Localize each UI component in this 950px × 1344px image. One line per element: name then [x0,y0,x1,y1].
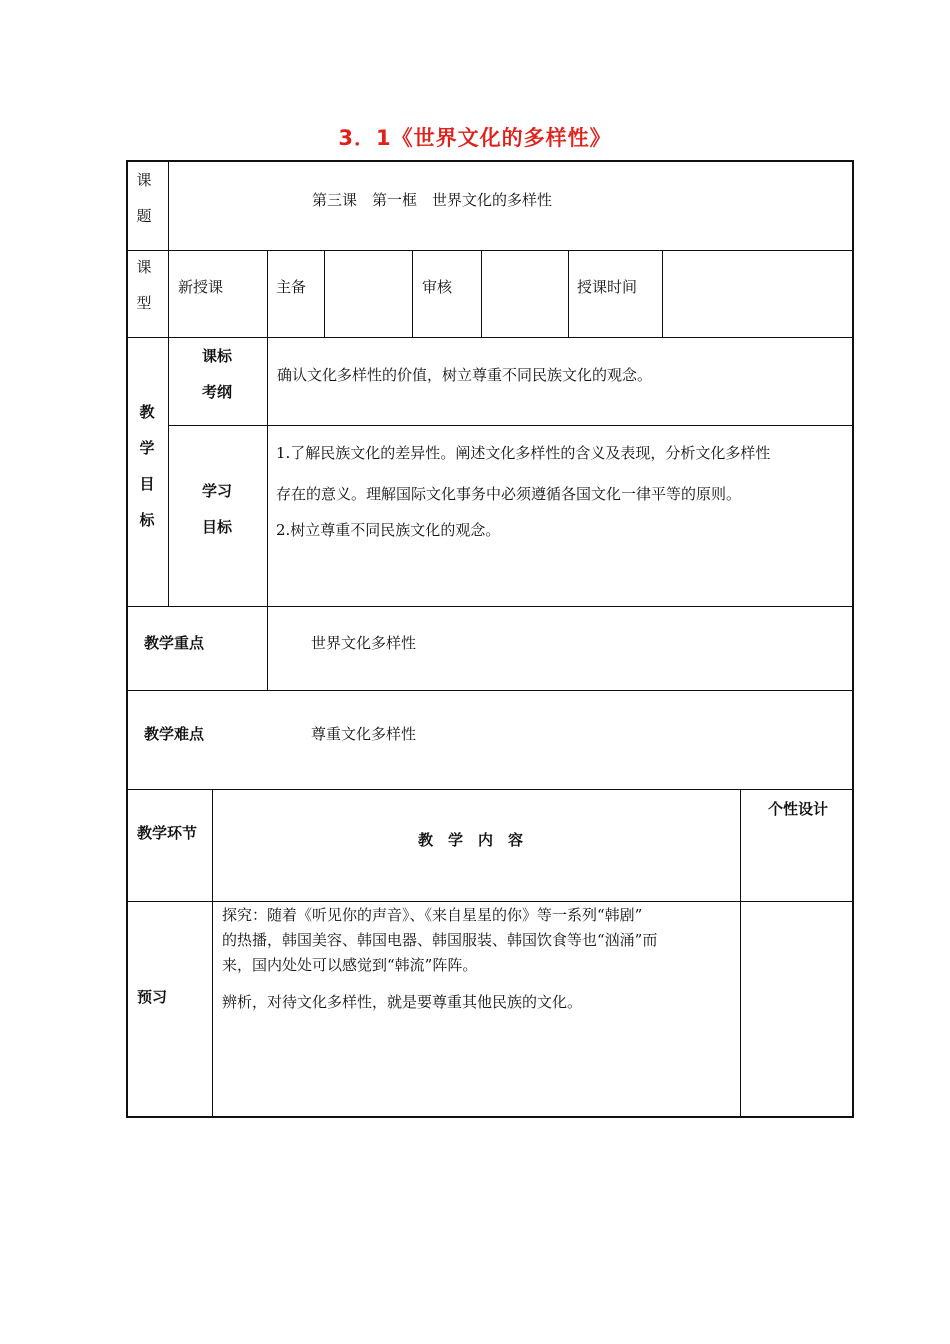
label-char: 学 [139,439,155,457]
label-char: 目 [139,475,155,493]
col-divider [267,250,268,337]
row-divider [126,690,854,691]
col-divider [568,250,569,337]
col-divider [267,337,268,690]
table-border-top [126,160,854,162]
learning-goal-line: 2.树立尊重不同民族文化的观念。 [276,521,501,539]
topic-value: 第三课 第一框 世界文化的多样性 [312,191,553,209]
row-divider [126,789,854,790]
goals-label [137,394,157,538]
row-divider [126,901,854,902]
standard-text: 确认文化多样性的价值，树立尊重不同民族文化的观念。 [277,366,653,384]
standard-label-line: 课标 [202,347,233,365]
document-title: 3．1《世界文化的多样性》 [338,126,612,150]
prep-label: 主备 [276,278,307,296]
learning-label-line: 学习 [202,482,233,500]
standard-label-line: 考纲 [202,383,233,401]
table-border-bottom [126,1116,854,1118]
label-char: 题 [136,207,152,225]
preview-line: 探究：随着《听见你的声音》、《来自星星的你》等一系列“韩剧” [222,906,643,924]
label-char: 课 [136,258,152,276]
key-point-value: 世界文化多样性 [311,634,417,652]
row-divider [168,425,854,426]
difficulty-value: 尊重文化多样性 [311,725,417,743]
label-char: 型 [136,294,152,312]
type-label [134,249,154,321]
col-divider [481,250,482,337]
content-header: 教 学 内 容 [418,831,524,849]
col-divider [212,789,213,1116]
preview-line: 的热播，韩国美容、韩国电器、韩国服装、韩国饮食等也“汹涌”而 [222,931,658,949]
topic-label [134,162,154,234]
label-char: 教 [139,403,155,421]
design-header: 个性设计 [768,800,829,818]
learning-label-line: 目标 [202,518,233,536]
review-label: 审核 [422,278,453,296]
preview-label: 预习 [137,988,168,1006]
table-border-left [126,160,128,1118]
learning-goal-line: 1.了解民族文化的差异性。阐述文化多样性的含义及表现，分析文化多样性 [276,444,771,462]
label-char: 标 [139,511,155,529]
col-divider [324,250,325,337]
col-divider [740,789,741,1116]
label-char: 课 [136,171,152,189]
learning-goal-line: 存在的意义。理解国际文化事务中必须遵循各国文化一律平等的原则。 [276,485,742,503]
col-divider [412,250,413,337]
col-divider [168,337,169,606]
lesson-plan-table [126,160,854,1118]
row-divider [126,250,854,251]
row-divider [126,606,854,607]
time-label: 授课时间 [577,278,638,296]
key-point-label: 教学重点 [144,634,205,652]
preview-line: 来，国内处处可以感觉到“韩流”阵阵。 [222,956,478,974]
row-divider [126,337,854,338]
table-border-right [852,160,854,1118]
stage-header: 教学环节 [137,824,198,842]
col-divider [168,160,169,337]
preview-analysis: 辨析，对待文化多样性，就是要尊重其他民族的文化。 [222,993,583,1011]
type-value: 新授课 [178,278,224,296]
col-divider [662,250,663,337]
difficulty-label: 教学难点 [144,725,205,743]
